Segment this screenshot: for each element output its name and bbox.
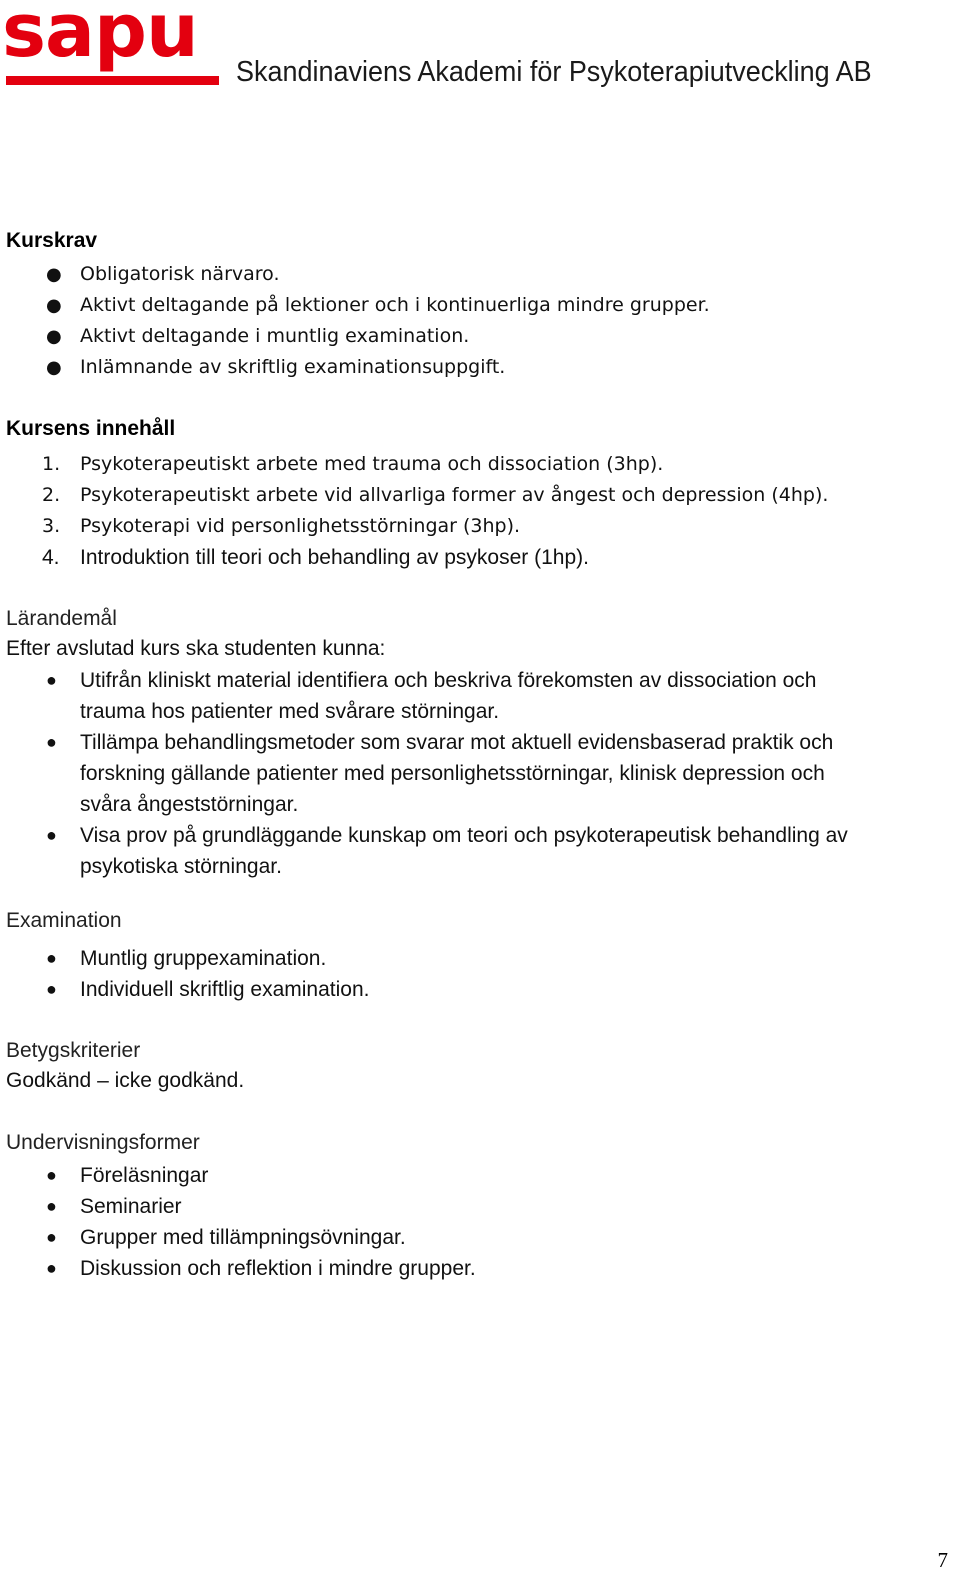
list-item: ● Diskussion och reflektion i mindre grupper.: [6, 1253, 476, 1284]
list-item: ● Tillämpa behandlingsmetoder som svarar mot aktuell evidensbaserad praktik och forskning gällande patienter med personlighetsstörningar, klinisk depression och svåra ångeststörningar.: [6, 727, 848, 820]
list-item: ● Muntlig gruppexamination.: [6, 943, 369, 974]
bullet-icon: ●: [46, 1196, 57, 1216]
bullet-icon: ●: [46, 326, 62, 347]
section-innehall: [6, 414, 828, 573]
organization-name: Skandinaviens Akademi för Psykoterapiutveckling AB: [236, 56, 872, 88]
list-item: 2. Psykoterapeutiskt arbete vid allvarliga former av ångest och depression (4hp).: [42, 484, 829, 506]
list-item: 1. Psykoterapeutiskt arbete med trauma och dissociation (3hp).: [42, 453, 664, 475]
bullet-icon: ●: [46, 732, 57, 752]
betyg-text: Godkänd – icke godkänd.: [6, 1069, 245, 1092]
bullet-icon: ●: [46, 670, 57, 690]
section-heading: Kursens innehåll: [6, 417, 176, 440]
list-item: ● Aktivt deltagande i muntlig examination.: [6, 321, 710, 352]
bullet-icon: ●: [46, 264, 62, 285]
section-heading: Lärandemål: [6, 607, 117, 630]
bullet-icon: ●: [46, 1258, 57, 1278]
section-heading: Undervisningsformer: [6, 1131, 200, 1154]
section-kurskrav: [6, 226, 710, 383]
section-heading: Betygskriterier: [6, 1039, 141, 1062]
list-item: ● Seminarier: [6, 1191, 476, 1222]
bullet-icon: ●: [46, 825, 57, 845]
page-header: [0, 0, 960, 100]
section-examination: [6, 906, 369, 1005]
list-item: ● Individuell skriftlig examination.: [6, 974, 369, 1005]
innehall-list: [6, 449, 828, 573]
bullet-icon: ●: [46, 979, 57, 999]
logo-underline-bar: [6, 76, 219, 85]
list-item: ● Aktivt deltagande på lektioner och i kontinuerliga mindre grupper.: [6, 290, 710, 321]
section-undervisning: [6, 1128, 476, 1284]
list-item: ● Visa prov på grundläggande kunskap om teori och psykoterapeutisk behandling av psykotiska störningar.: [6, 820, 848, 882]
larandemal-list: [6, 665, 848, 882]
bullet-icon: ●: [46, 1227, 57, 1247]
section-heading: Kurskrav: [6, 229, 98, 252]
sapu-logo: sapu: [2, 0, 198, 74]
bullet-icon: ●: [46, 295, 62, 316]
list-item: ● Inlämnande av skriftlig examinationsuppgift.: [6, 352, 710, 383]
bullet-icon: ●: [46, 1165, 57, 1185]
list-item: ● Utifrån kliniskt material identifiera och beskriva förekomsten av dissociation och trauma hos patienter med svårare störningar.: [6, 665, 848, 727]
kurskrav-list: [6, 259, 710, 383]
list-item: ● Grupper med tillämpningsövningar.: [6, 1222, 476, 1253]
bullet-icon: ●: [46, 357, 62, 378]
section-heading: Examination: [6, 909, 122, 932]
undervisning-list: [6, 1160, 476, 1284]
bullet-icon: ●: [46, 948, 57, 968]
page-number: 7: [937, 1548, 948, 1572]
examination-list: [6, 943, 369, 1005]
section-larandemal: [6, 604, 848, 882]
list-item: 4. Introduktion till teori och behandling av psykoser (1hp).: [42, 546, 589, 569]
list-item: ● Obligatorisk närvaro.: [6, 259, 710, 290]
list-item: 3. Psykoterapi vid personlighetsstörningar (3hp).: [42, 515, 521, 537]
section-betyg: [6, 1036, 244, 1096]
list-item: ● Föreläsningar: [6, 1160, 476, 1191]
section-intro: Efter avslutad kurs ska studenten kunna:: [6, 637, 386, 660]
